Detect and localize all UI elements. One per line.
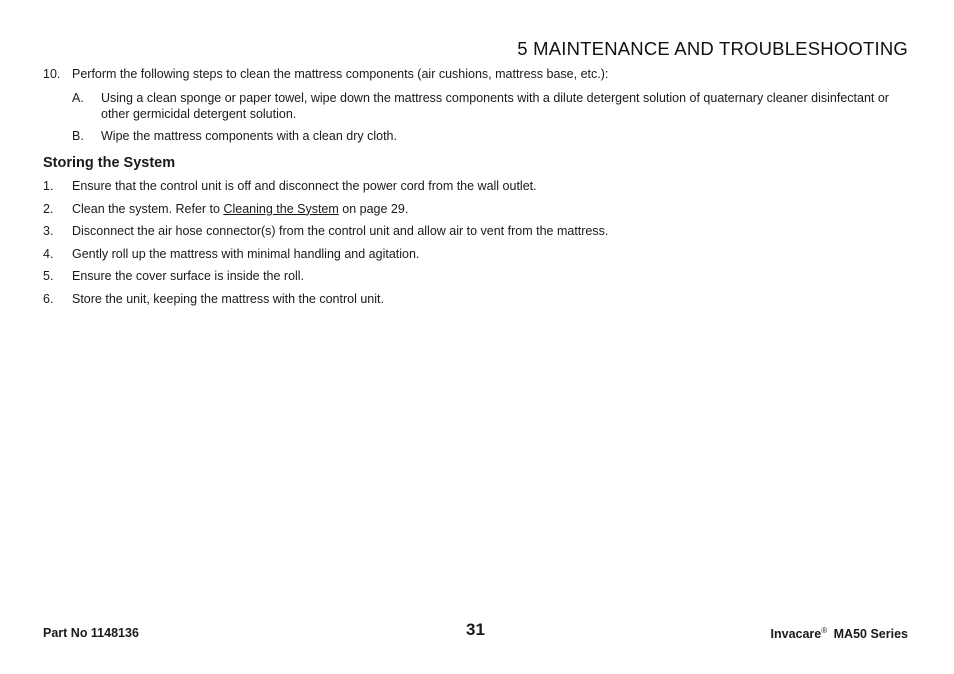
series-name: MA50 Series	[833, 627, 908, 641]
step-number: 10.	[43, 67, 61, 81]
step-text: Disconnect the air hose connector(s) from the control unit and allow air to vent from the mattress.	[72, 224, 609, 238]
list-item	[43, 291, 913, 307]
list-item	[43, 178, 913, 194]
step-text-pre: Clean the system. Refer to	[72, 201, 224, 216]
list-item	[43, 201, 913, 217]
step-text	[72, 201, 913, 217]
substep-label: B.	[72, 129, 84, 143]
page-number: 31	[466, 620, 485, 639]
step-number: 6.	[43, 291, 54, 306]
step-number: 3.	[43, 224, 54, 238]
step-number: 4.	[43, 246, 54, 261]
substep-text: Wipe the mattress components with a clean dry cloth.	[101, 129, 397, 143]
section-header: 5 MAINTENANCE AND TROUBLESHOOTING	[517, 38, 908, 59]
step-text: Ensure that the control unit is off and disconnect the power cord from the wall outlet.	[72, 179, 537, 193]
part-number: Part No 1148136	[43, 626, 139, 640]
substep-a	[72, 90, 913, 122]
substep-b	[72, 128, 913, 144]
step-text: Perform the following steps to clean the mattress components (air cushions, mattress base, etc.):	[72, 67, 609, 81]
step-10	[43, 66, 913, 82]
substep-list	[72, 90, 913, 144]
substep-label: A.	[72, 91, 84, 105]
list-item	[43, 223, 913, 239]
registered-mark: ®	[821, 626, 828, 635]
product-name	[771, 626, 908, 641]
step-number: 1.	[43, 179, 54, 193]
substep-text: Using a clean sponge or paper towel, wipe down the mattress components with a dilute detergent solution of quaternary cleaner disinfectant or other germicidal detergent solution.	[101, 91, 889, 121]
step-number: 5.	[43, 269, 54, 283]
step-number: 2.	[43, 201, 54, 216]
page-footer	[43, 620, 908, 644]
step-text: Ensure the cover surface is inside the roll.	[72, 269, 305, 283]
step-text-post: on page 29.	[338, 201, 409, 216]
step-text: Gently roll up the mattress with minimal handling and agitation.	[72, 246, 420, 261]
step-text: Store the unit, keeping the mattress with the control unit.	[72, 291, 384, 306]
cleaning-the-system-link[interactable]: Cleaning the System	[223, 201, 339, 216]
section-heading-storing: Storing the System	[43, 155, 176, 171]
page-content	[43, 66, 913, 313]
brand-name: Invacare	[770, 627, 822, 641]
storing-steps-list	[43, 178, 913, 307]
list-item	[43, 246, 913, 262]
list-item	[43, 268, 913, 284]
